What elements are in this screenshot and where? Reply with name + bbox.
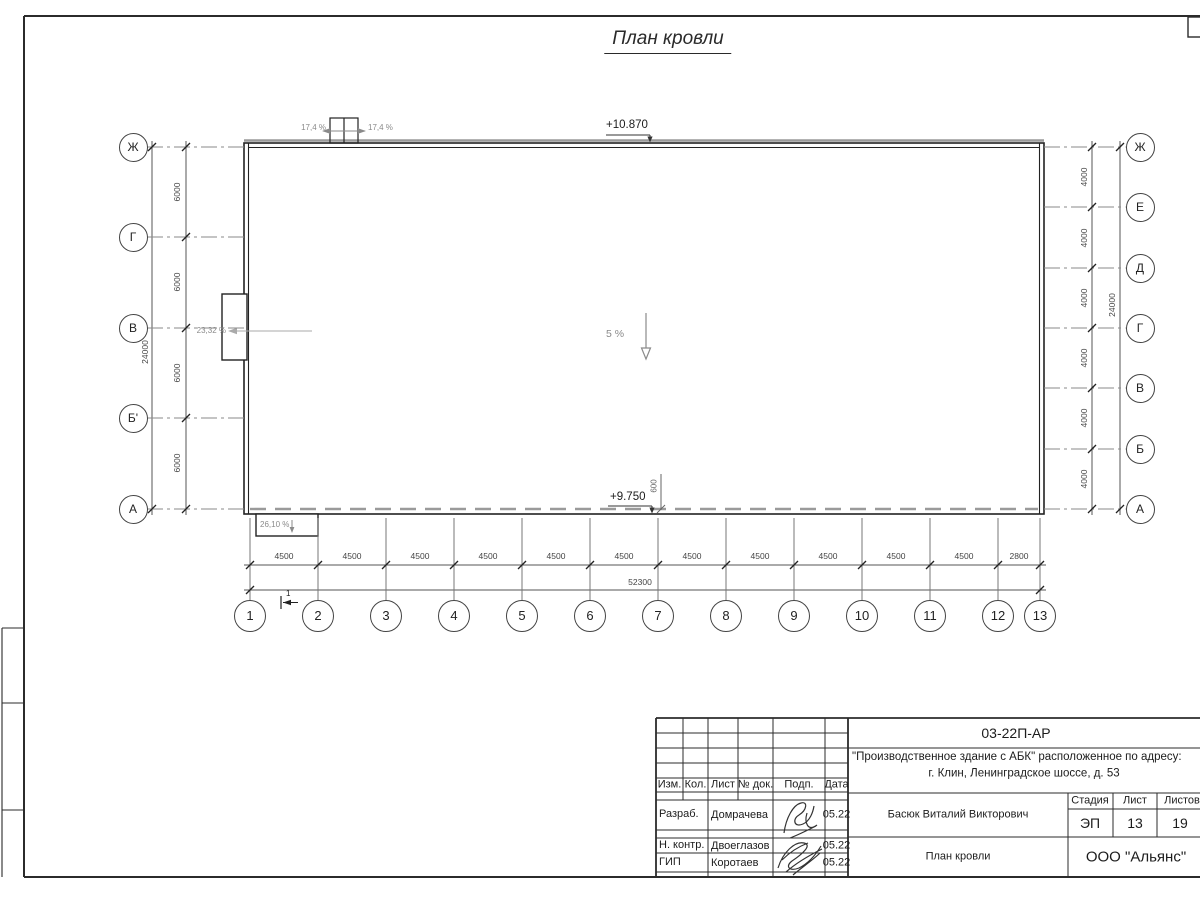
dim-label-bottom-1: 4500: [342, 551, 362, 562]
dim-label-bottom-total: 52300: [628, 577, 652, 588]
sheet-header: Лист: [1123, 794, 1147, 807]
approver-name: Басюк Виталий Викторович: [887, 808, 1029, 821]
dim-label-bottom-4: 4500: [546, 551, 566, 562]
titleblock-role-1: Н. контр.: [659, 838, 705, 851]
parapet-dim-label: 600: [649, 479, 659, 493]
dim-label-bottom-8: 4500: [818, 551, 838, 562]
titleblock-col-4: Подп.: [784, 778, 814, 791]
main-slope-label: 5 %: [606, 328, 625, 340]
dim-label-bottom-6: 4500: [682, 551, 702, 562]
dim-label-bottom-10: 4500: [954, 551, 974, 562]
axis-bubble-bottom-4: 4: [438, 600, 470, 632]
stage-header: Стадия: [1071, 794, 1109, 807]
dim-label-bottom-3: 4500: [478, 551, 498, 562]
titleblock-date-0: 05.22: [822, 808, 851, 821]
signature-developer: [784, 803, 817, 838]
dim-label-right-1: 4000: [1079, 228, 1090, 248]
dim-label-right-0: 4000: [1079, 167, 1090, 187]
dim-label-right-2: 4000: [1079, 288, 1090, 308]
axis-bubble-left-Ж: Ж: [119, 133, 148, 162]
dim-label-bottom-2: 4500: [410, 551, 430, 562]
titleblock-col-2: Лист: [711, 778, 735, 791]
axis-bubble-bottom-6: 6: [574, 600, 606, 632]
axis-bubble-bottom-8: 8: [710, 600, 742, 632]
sheets-header: Листов: [1164, 794, 1200, 807]
corner-stamp-box: [1188, 17, 1200, 37]
axis-bubble-right-Е: Е: [1126, 193, 1155, 222]
axis-bubble-bottom-1: 1: [234, 600, 266, 632]
doc-number: 03-22П-АР: [981, 724, 1051, 741]
dim-label-left-1: 6000: [172, 272, 183, 292]
dim-label-left-2: 6000: [172, 363, 183, 383]
titleblock-role-2: ГИП: [659, 855, 681, 868]
sheet-title: План кровли: [604, 28, 731, 54]
axis-bubble-bottom-13: 13: [1024, 600, 1056, 632]
building-outline: [244, 143, 1044, 514]
axis-bubble-right-Ж: Ж: [1126, 133, 1155, 162]
axis-bubble-right-Д: Д: [1126, 254, 1155, 283]
axis-bubble-bottom-5: 5: [506, 600, 538, 632]
axis-bubble-right-А: А: [1126, 495, 1155, 524]
axis-bubble-left-А: А: [119, 495, 148, 524]
titleblock-col-3: № док.: [737, 778, 774, 791]
dim-label-left-total: 24000: [140, 340, 151, 364]
signature-checker-gip: [778, 843, 822, 875]
hatch-arrow-right: [358, 128, 366, 134]
project-name-line1: "Производственное здание с АБК" расположенное по адресу:: [852, 751, 1182, 763]
axis-bubble-bottom-11: 11: [914, 600, 946, 632]
axis-bubble-bottom-12: 12: [982, 600, 1014, 632]
dim-label-left-0: 6000: [172, 182, 183, 202]
titleblock-date-2: 05.22: [822, 856, 851, 869]
elevation-top-label: +10.870: [606, 119, 648, 131]
section-mark-label: 1: [286, 589, 291, 598]
left-slope-label: 23,32 %: [196, 326, 226, 335]
titleblock-col-1: Кол.: [684, 778, 707, 791]
project-name-line2: г. Клин, Ленинградское шоссе, д. 53: [928, 767, 1120, 780]
titleblock-col-5: Дата: [824, 778, 849, 791]
company-name: ООО "Альянс": [1085, 848, 1187, 866]
dim-label-bottom-11: 2800: [1009, 551, 1029, 562]
titleblock-name-2: Коротаев: [711, 856, 759, 869]
axis-bubble-left-Б': Б': [119, 404, 148, 433]
bottom-slope-label: 26,10 %: [260, 520, 290, 529]
dim-label-bottom-9: 4500: [886, 551, 906, 562]
hatch-slope-left-label: 17,4 %: [301, 123, 326, 132]
sheet-value: 13: [1127, 814, 1143, 831]
dim-label-right-5: 4000: [1079, 469, 1090, 489]
dim-label-right-4: 4000: [1079, 408, 1090, 428]
dim-label-right-total: 24000: [1107, 293, 1118, 317]
stage-value: ЭП: [1079, 814, 1101, 831]
titleblock-name-0: Домрачева: [711, 809, 768, 821]
titleblock-date-1: 05.22: [822, 839, 851, 852]
axis-bubble-bottom-2: 2: [302, 600, 334, 632]
axis-bubble-bottom-9: 9: [778, 600, 810, 632]
sheets-value: 19: [1172, 814, 1188, 831]
hatch-slope-right-label: 17,4 %: [368, 123, 393, 132]
dim-label-bottom-5: 4500: [614, 551, 634, 562]
dim-label-bottom-7: 4500: [750, 551, 770, 562]
titleblock-name-1: Двоеглазов: [711, 839, 770, 852]
dim-label-bottom-0: 4500: [274, 551, 294, 562]
left-margin-boxes: [2, 628, 24, 877]
titleblock-col-0: Изм.: [657, 778, 682, 791]
dim-label-right-3: 4000: [1079, 348, 1090, 368]
axis-bubble-left-Г: Г: [119, 223, 148, 252]
axis-bubble-right-Б: Б: [1126, 435, 1155, 464]
main-slope-arrow: [642, 313, 651, 359]
axis-bubble-left-В: В: [119, 314, 148, 343]
dim-label-left-3: 6000: [172, 453, 183, 473]
axis-bubble-bottom-7: 7: [642, 600, 674, 632]
axis-bubble-right-В: В: [1126, 374, 1155, 403]
titleblock-role-0: Разраб.: [659, 808, 699, 820]
wall-inner-lines: [248, 143, 1040, 514]
axis-bubble-bottom-3: 3: [370, 600, 402, 632]
axis-bubble-bottom-10: 10: [846, 600, 878, 632]
elevation-bottom-label: +9.750: [610, 491, 646, 503]
axis-bubble-right-Г: Г: [1126, 314, 1155, 343]
drawing-title: План кровли: [925, 850, 991, 863]
